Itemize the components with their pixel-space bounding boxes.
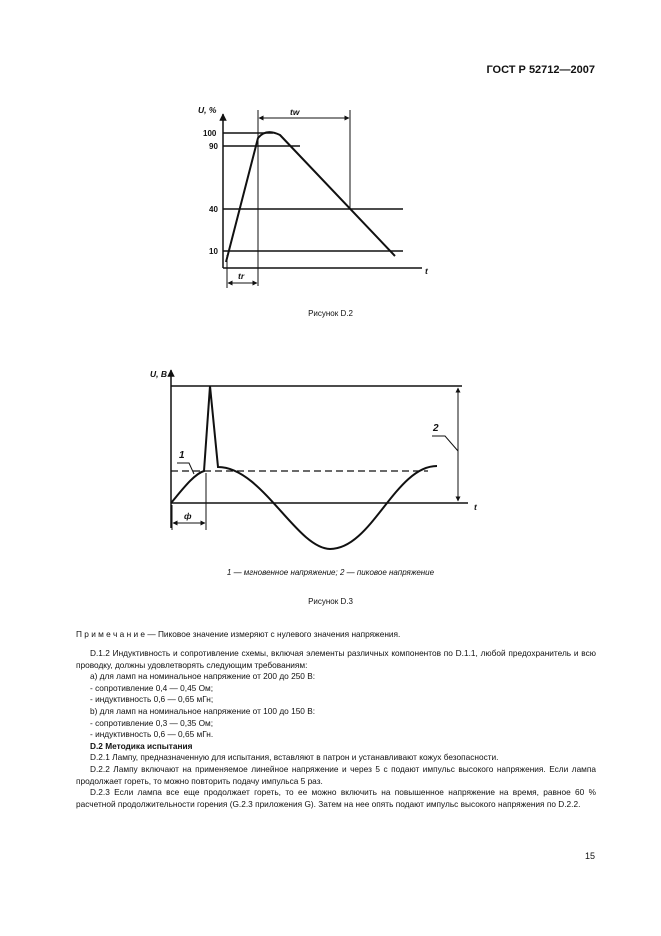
section-heading-d2: D.2 Методика испытания (90, 740, 193, 751)
page-number: 15 (584, 851, 595, 861)
paragraph-d2-2: D.2.2 Лампу включают на применяемое линейное напряжение и через 5 с подают импульс высокого напряжения. Если лампа продолжает гореть, то можно повторить подачу импульса 5 раз. (76, 763, 596, 786)
document-header: ГОСТ Р 52712—2007 (486, 64, 595, 76)
d3-callout-2: 2 (433, 423, 439, 434)
d2-y-axis-label: U, % (198, 105, 217, 115)
d3-y-axis-label: U, B (150, 369, 167, 379)
d3-voltage-wave (171, 386, 437, 549)
list-item-b: b) для ламп на номинальное напряжение от 100 до 150 В: (90, 705, 316, 716)
figure-d3-caption: Рисунок D.3 (308, 597, 353, 606)
list-item-a: а) для ламп на номинальное напряжение от 200 до 250 В: (90, 671, 316, 682)
figure-d2-caption: Рисунок D.2 (308, 309, 353, 318)
list-item-b1: - сопротивление 0,3 — 0,35 Ом; (90, 717, 214, 728)
body-text-block (76, 648, 596, 810)
d2-tick-40: 40 (209, 205, 218, 214)
d3-x-axis-label: t (474, 502, 477, 512)
paragraph-d1-2: D.1.2 Индуктивность и сопротивление схемы, включая элементы различных компонентов по D.1.1, любой предохранитель и всю проводку, должны удовлетворять следующим требованиям: (76, 648, 596, 670)
d2-tick-90: 90 (209, 142, 218, 151)
list-item-a2: - индуктивность 0,6 — 0,65 мГн; (90, 694, 214, 705)
figure-d3-legend: 1 — мгновенное напряжение; 2 — пиковое напряжение (226, 568, 435, 577)
d2-tick-100: 100 (203, 129, 217, 138)
d3-callout-2-leader (432, 436, 458, 451)
paragraph-d2-3: D.2.3 Если лампа все еще продолжает гореть, то ее можно включить на повышенное напряжение на время, равное 60 % расчетной продолжительности горения (G.2.3 приложения G). Затем на нее опять подают импульс высокого напряжения по D.2.2. (76, 787, 596, 809)
d2-tick-10: 10 (209, 247, 218, 256)
note-text: П р и м е ч а н и е — Пиковое значение измеряют с нулевого значения напряжения. (76, 629, 401, 639)
d2-x-axis-label: t (425, 266, 428, 276)
d3-phi-label: ф (184, 511, 192, 521)
d3-callout-1: 1 (179, 450, 185, 461)
paragraph-d2-1: D.2.1 Лампу, предназначенную для испытания, вставляют в патрон и устанавливают кожух безопасности. (90, 752, 499, 763)
d2-tw-label: tw (290, 107, 300, 117)
list-item-b2: - индуктивность 0,6 — 0,65 мГн. (90, 729, 214, 740)
d3-callout-1-leader (177, 463, 194, 474)
d2-tr-label: tr (238, 271, 245, 281)
list-item-a1: - сопротивление 0,4 — 0,45 Ом; (90, 682, 214, 693)
